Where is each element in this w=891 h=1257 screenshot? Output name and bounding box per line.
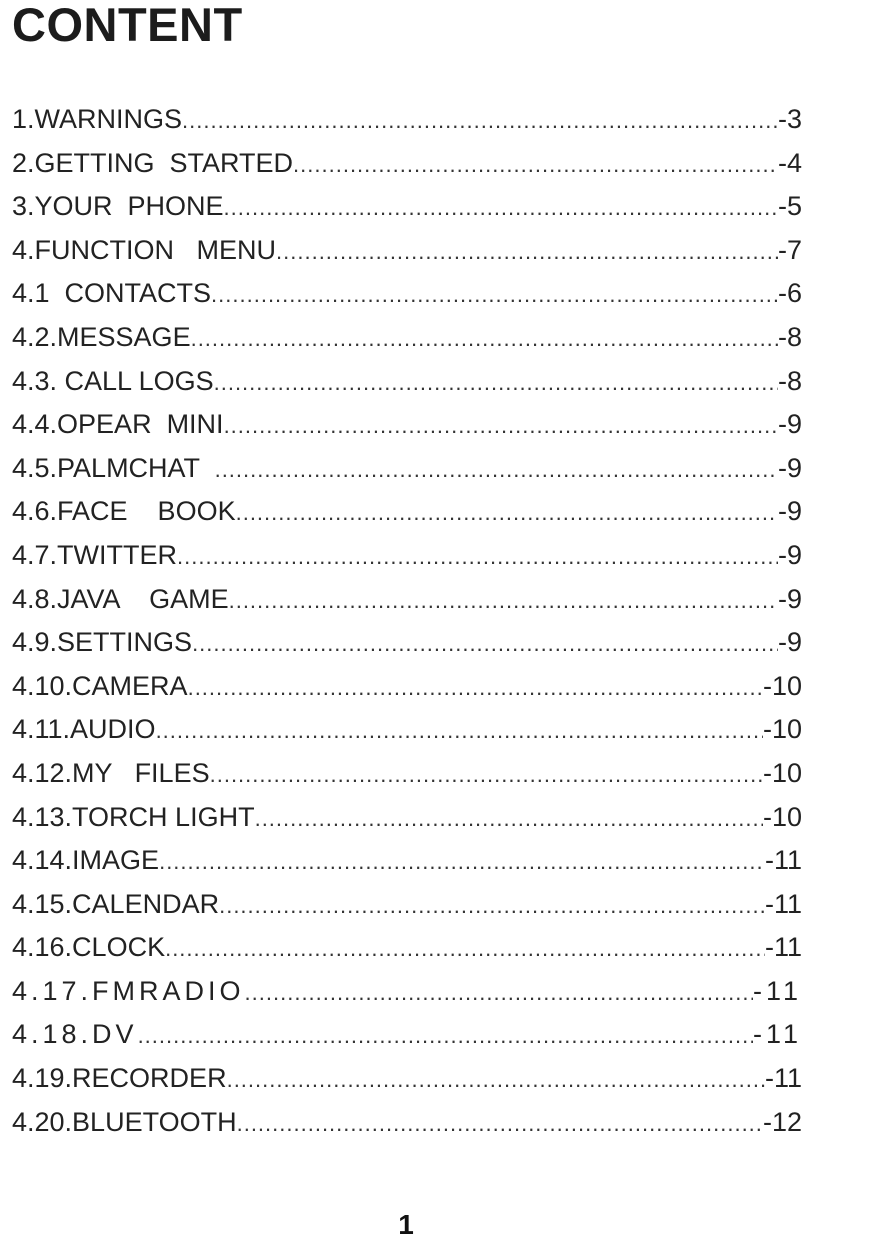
toc-entry-page: -9 [777, 496, 802, 527]
toc-dot-leader [211, 273, 778, 317]
toc-entry-label: 4.15.CALENDAR [12, 888, 220, 919]
toc-entry-page: -10 [762, 670, 802, 701]
toc-entry-page: -10 [762, 757, 802, 788]
toc-dot-leader [255, 797, 763, 841]
toc-dot-leader [210, 753, 763, 797]
toc-entry-label: 4.4.OPEAR MINI [12, 409, 224, 440]
toc-entry-page: -9 [777, 539, 802, 570]
toc-entry-page: -5 [777, 191, 802, 222]
toc-dot-leader [224, 404, 778, 448]
toc-entry-label: 4.14.IMAGE [12, 845, 160, 876]
toc-entry [12, 534, 802, 578]
toc-entry-label: 4.16.CLOCK [12, 932, 166, 963]
toc-entry-label: 4.13.TORCH LIGHT [12, 801, 255, 832]
toc-entry-page: -9 [777, 627, 802, 658]
toc-entry-page: -10 [762, 714, 802, 745]
toc-entry [12, 272, 802, 316]
toc-dot-leader [219, 884, 765, 928]
toc-dot-leader [237, 1102, 763, 1146]
toc-entry [12, 403, 802, 447]
page-number: 1 [398, 1209, 414, 1240]
toc-entry [12, 1101, 802, 1145]
toc-dot-leader [293, 143, 778, 187]
toc-entry-label: 4.18.DV [12, 1019, 138, 1050]
table-of-contents [12, 98, 802, 1144]
toc-entry [12, 752, 802, 796]
toc-entry-page: -8 [777, 365, 802, 396]
toc-entry [12, 185, 802, 229]
toc-entry [12, 839, 802, 883]
toc-entry-page: -11 [764, 888, 802, 919]
toc-dot-leader [159, 840, 765, 884]
toc-entry-label: 4.7.TWITTER [12, 539, 178, 570]
toc-entry [12, 796, 802, 840]
toc-entry [12, 490, 802, 534]
toc-entry-page: -6 [777, 278, 802, 309]
toc-entry-page: -9 [777, 583, 802, 614]
toc-dot-leader [229, 579, 778, 623]
toc-entry-label: 4.1 CONTACTS [12, 278, 212, 309]
toc-entry-label: 4.19.RECORDER [12, 1063, 227, 1094]
toc-entry [12, 142, 802, 186]
toc-entry-label: 4.FUNCTION MENU [12, 234, 277, 265]
toc-entry-label: 4.9.SETTINGS [12, 627, 193, 658]
page-title: CONTENT [12, 0, 243, 51]
toc-entry-label: 4.17.FMRADIO [12, 975, 245, 1006]
toc-dot-leader [156, 709, 763, 753]
toc-dot-leader [245, 971, 753, 1015]
toc-entry [12, 1013, 802, 1057]
toc-entry [12, 883, 802, 927]
toc-dot-leader [177, 535, 778, 579]
toc-entry-page: -7 [777, 234, 802, 265]
toc-entry-label: 4.3. CALL LOGS [12, 365, 214, 396]
toc-entry-page: -11 [764, 1063, 802, 1094]
toc-entry [12, 578, 802, 622]
toc-entry-page: -3 [777, 104, 802, 134]
toc-entry [12, 970, 802, 1014]
toc-entry-label: 3.YOUR PHONE [12, 191, 224, 222]
toc-dot-leader [224, 186, 778, 230]
toc-dot-leader [236, 491, 778, 535]
toc-entry [12, 229, 802, 273]
toc-entry-page: -11 [764, 932, 802, 963]
toc-entry-page: -9 [777, 409, 802, 440]
toc-dot-leader [191, 317, 778, 361]
toc-entry [12, 447, 802, 491]
toc-dot-leader [192, 622, 778, 666]
toc-entry [12, 360, 802, 404]
toc-entry [12, 665, 802, 709]
toc-entry-page: -11 [752, 1019, 802, 1050]
toc-entry-page: -8 [777, 321, 802, 352]
toc-dot-leader [215, 448, 778, 492]
toc-dot-leader [182, 99, 778, 143]
toc-entry-page: -11 [764, 845, 802, 876]
toc-entry-label: 4.11.AUDIO [12, 714, 156, 745]
toc-entry-label: 4.8.JAVA GAME [12, 583, 229, 614]
toc-dot-leader [214, 361, 778, 405]
toc-dot-leader [227, 1058, 765, 1102]
toc-entry [12, 98, 802, 142]
toc-dot-leader [138, 1014, 753, 1058]
toc-entry [12, 1057, 802, 1101]
toc-entry-page: -12 [762, 1106, 802, 1137]
toc-entry [12, 621, 802, 665]
toc-entry-label: 1.WARNINGS [12, 104, 183, 134]
toc-entry-page: -11 [752, 975, 802, 1006]
toc-dot-leader [165, 927, 765, 971]
toc-entry-label: 4.6.FACE BOOK [12, 496, 236, 527]
toc-entry-label: 4.5.PALMCHAT [12, 452, 215, 483]
toc-entry-page: -9 [777, 452, 802, 483]
toc-entry [12, 926, 802, 970]
toc-entry-label: 4.2.MESSAGE [12, 321, 191, 352]
toc-entry-label: 4.10.CAMERA [12, 670, 188, 701]
toc-dot-leader [188, 666, 763, 710]
toc-entry-label: 4.20.BLUETOOTH [12, 1106, 237, 1137]
toc-entry-page: -10 [762, 801, 802, 832]
toc-entry-label: 4.12.MY FILES [12, 757, 210, 788]
toc-entry [12, 316, 802, 360]
toc-dot-leader [276, 230, 778, 274]
toc-entry-label: 2.GETTING STARTED [12, 147, 294, 178]
toc-entry-page: -4 [777, 147, 802, 178]
toc-entry [12, 708, 802, 752]
